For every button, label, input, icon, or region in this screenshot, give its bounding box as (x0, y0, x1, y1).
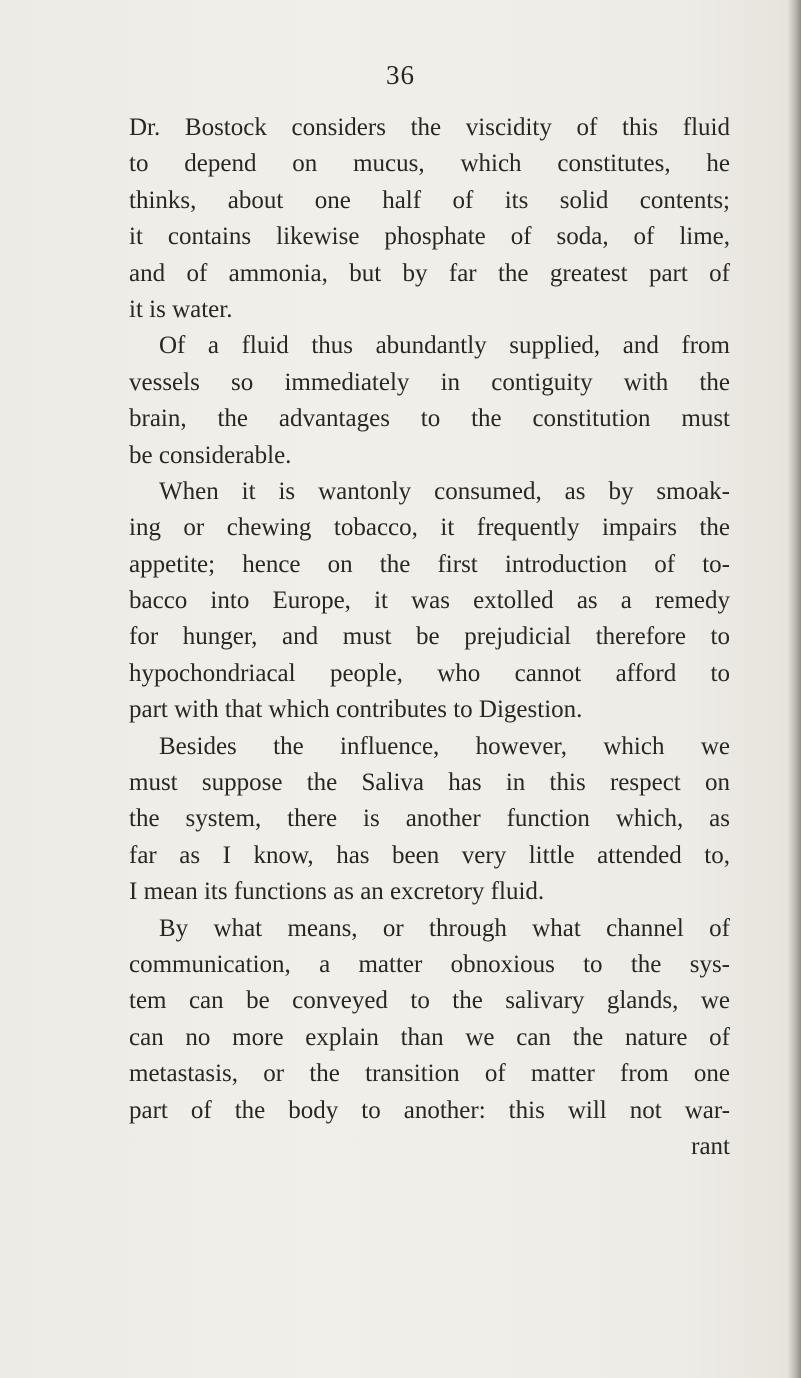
text-line: it contains likewise phosphate of soda, of lime, (129, 223, 730, 251)
text-line: hypochondriacal people, who cannot afford to (129, 659, 730, 687)
text-line: can no more explain than we can the nature of (129, 1023, 730, 1051)
text-line: far as I know, has been very little attended to, (129, 841, 730, 869)
text-line: tem can be conveyed to the salivary glands, we (129, 987, 730, 1015)
text-line: brain, the advantages to the constitution must (129, 405, 730, 433)
text-line: bacco into Europe, it was extolled as a remedy (129, 587, 730, 615)
text-line: metastasis, or the transition of matter from one (129, 1060, 730, 1088)
text-line: communication, a matter obnoxious to the sys- (129, 950, 730, 978)
text-line: must suppose the Saliva has in this respect on (129, 769, 730, 797)
text-line: I mean its functions as an excretory fluid. (129, 878, 545, 906)
text-line: When it is wantonly consumed, as by smoak- (159, 477, 730, 505)
text-line: be considerable. (129, 441, 292, 469)
text-line: it is water. (129, 295, 233, 323)
text-line: the system, there is another function which, as (129, 805, 730, 833)
text-line: part with that which contributes to Digestion. (129, 696, 583, 724)
text-line: vessels so immediately in contiguity with the (129, 368, 730, 396)
text-line: thinks, about one half of its solid contents; (129, 186, 730, 214)
text-line: Besides the influence, however, which we (159, 732, 730, 760)
text-line: part of the body to another: this will not war- (129, 1096, 730, 1124)
page-edge-shadow (787, 0, 801, 1378)
body-text (129, 110, 730, 1165)
page-number: 36 (386, 60, 415, 90)
text-line: ing or chewing tobacco, it frequently impairs the (129, 514, 730, 542)
catchword: rant (691, 1132, 730, 1160)
text-line: and of ammonia, but by far the greatest part of (129, 259, 730, 287)
text-line: Dr. Bostock considers the viscidity of this fluid (129, 114, 730, 141)
text-line: to depend on mucus, which constitutes, he (129, 150, 730, 178)
text-line: Of a fluid thus abundantly supplied, and from (159, 332, 730, 360)
text-line: for hunger, and must be prejudicial therefore to (129, 623, 730, 651)
text-line: By what means, or through what channel of (159, 914, 730, 942)
text-line: appetite; hence on the first introduction of to- (129, 550, 730, 578)
